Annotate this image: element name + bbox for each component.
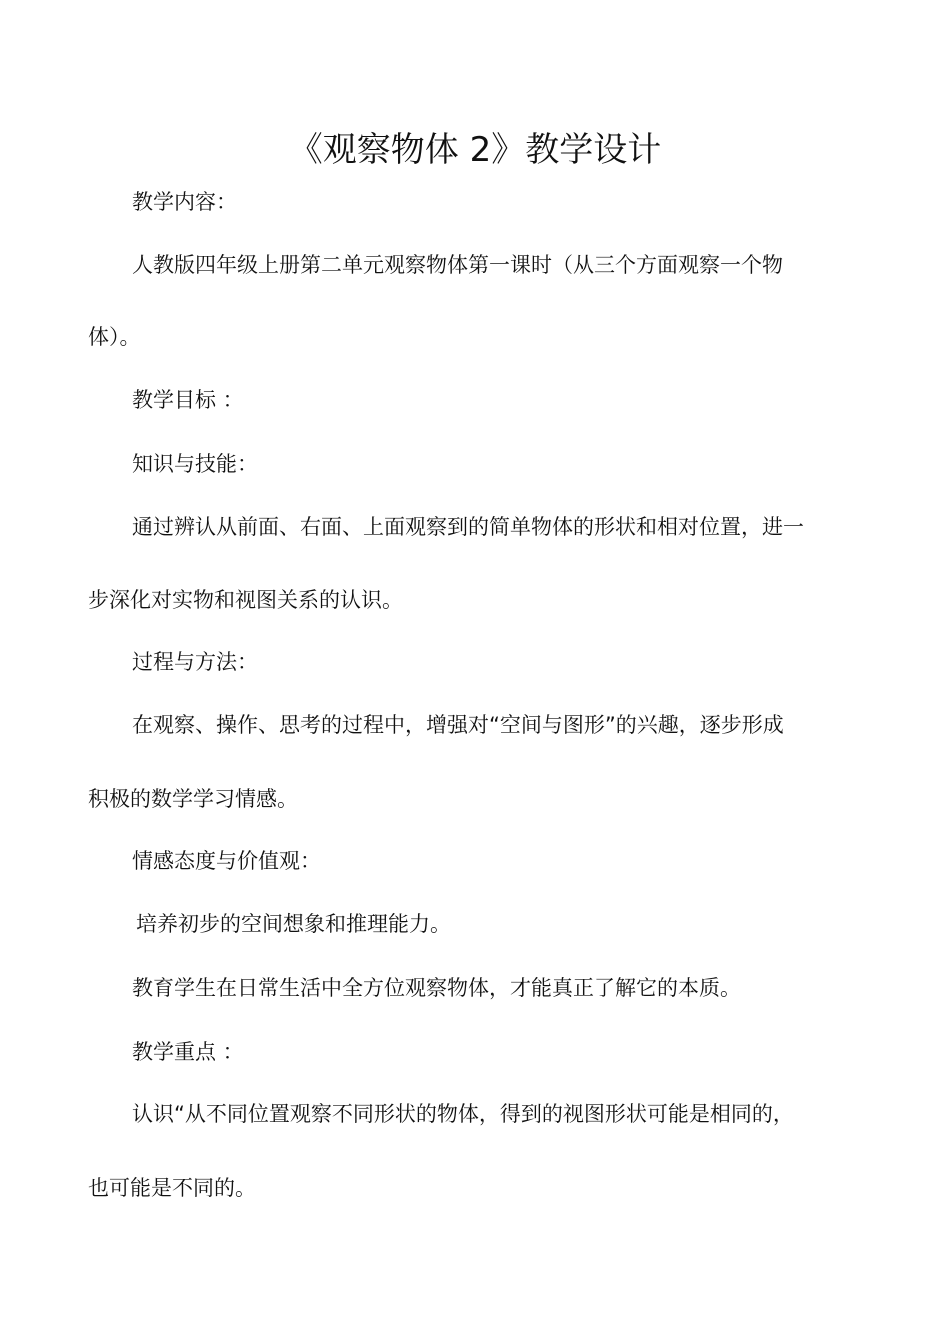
paragraph-line: 步深化对实物和视图关系的认识。: [88, 588, 403, 612]
subheading-emotion-values: 情感态度与价值观：: [132, 849, 321, 873]
paragraph-line: 人教版四年级上册第二单元观察物体第一课时（从三个方面观察一个物: [132, 253, 783, 277]
paragraph-line: 也可能是不同的。: [88, 1176, 256, 1200]
subheading-knowledge-skills: 知识与技能：: [132, 452, 258, 476]
paragraph-line: 培养初步的空间想象和推理能力。: [136, 912, 451, 936]
paragraph-line: 体）。: [88, 325, 141, 349]
heading-teaching-focus: 教学重点 ：: [132, 1040, 244, 1064]
paragraph-line: 教育学生在日常生活中全方位观察物体，才能真正了解它的本质。: [132, 976, 741, 1000]
document-title: 《观察物体 2》教学设计: [288, 130, 662, 170]
paragraph-line: 积极的数学学习情感。: [88, 787, 298, 811]
subheading-process-methods: 过程与方法：: [132, 650, 258, 674]
paragraph-line: 在观察、操作、思考的过程中，增强对“空间与图形”的兴趣，逐步形成: [132, 713, 784, 737]
paragraph-line: 认识“从不同位置观察不同形状的物体，得到的视图形状可能是相同的，: [132, 1102, 794, 1126]
heading-teaching-content: 教学内容：: [132, 190, 237, 214]
paragraph-line: 通过辨认从前面、右面、上面观察到的简单物体的形状和相对位置，进一: [132, 515, 804, 539]
heading-teaching-goals: 教学目标 ：: [132, 388, 244, 412]
